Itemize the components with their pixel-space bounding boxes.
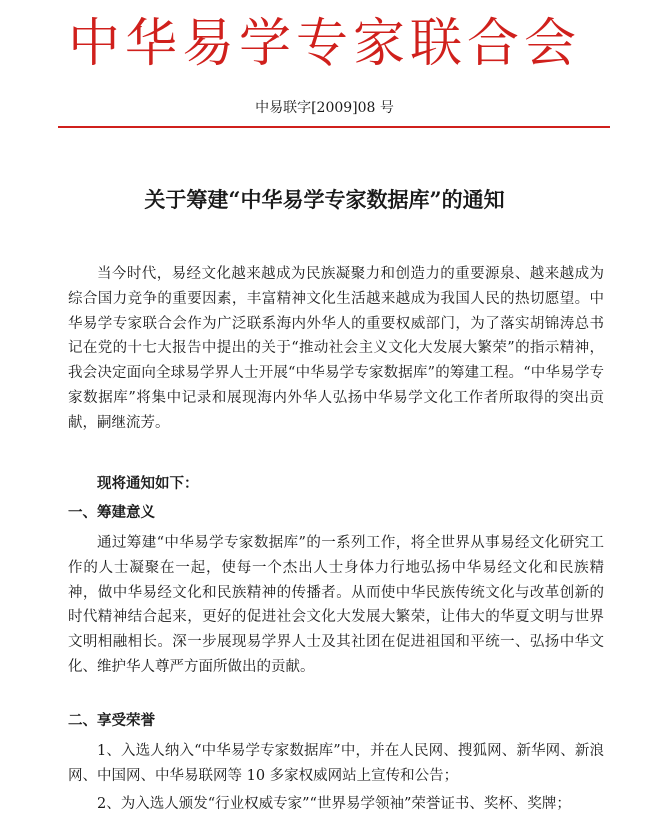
- section2-heading: 二、享受荣誉: [68, 712, 155, 729]
- section1-heading: 一、筹建意义: [68, 504, 155, 521]
- document-number: 中易联字[2009]08 号: [255, 100, 394, 116]
- intro-paragraph: 当今时代，易经文化越来越成为民族凝聚力和创造力的重要源泉、越来越成为综合国力竞争的重要因素，丰富精神文化生活越来越成为我国人民的热切愿望。中华易学专家联合会作为广泛联系海内外华人的重要权威部门，为了落实胡锦涛总书记在党的十七大报告中提出的关于“推动社会主义文化大发展大繁荣”的指示精神，我会决定面向全球易学界人士开展“中华易学专家数据库”的筹建工程。“中华易学专家数据库”将集中记录和展现海内外华人弘扬中华易学文化工作者所取得的突出贡献，嗣继流芳。: [68, 266, 604, 431]
- section1-paragraph: 通过筹建“中华易学专家数据库”的一系列工作，将全世界从事易经文化研究工作的人士凝聚在一起，使每一个杰出人士身体力行地弘扬中华易经文化和民族精神，做中华易经文化和民族精神的传播者。从而使中华民族传统文化与改革创新的时代精神结合起来，更好的促进社会文化大发展大繁荣，让伟大的华夏文明与世界文明相融相长。深一步展现易学界人士及其社团在促进祖国和平统一、弘扬中华文化、维护华人尊严方面所做出的贡献。: [68, 535, 604, 675]
- org-name-header: 中华易学专家联合会: [67, 14, 581, 74]
- red-divider-rule: [58, 126, 610, 128]
- notice-lead: 现将通知如下：: [97, 475, 199, 492]
- section2-item-2: 2、为入选人颁发“行业权威专家”“世界易学领袖”荣誉证书、奖杯、奖牌；: [97, 796, 571, 812]
- section2-item-1: 1、入选人纳入“中华易学专家数据库”中，并在人民网、搜狐网、新华网、新浪网、中国网、中华易联网等 10 多家权威网站上宣传和公告；: [68, 743, 604, 784]
- notice-title: 关于筹建“中华易学专家数据库”的通知: [144, 187, 505, 212]
